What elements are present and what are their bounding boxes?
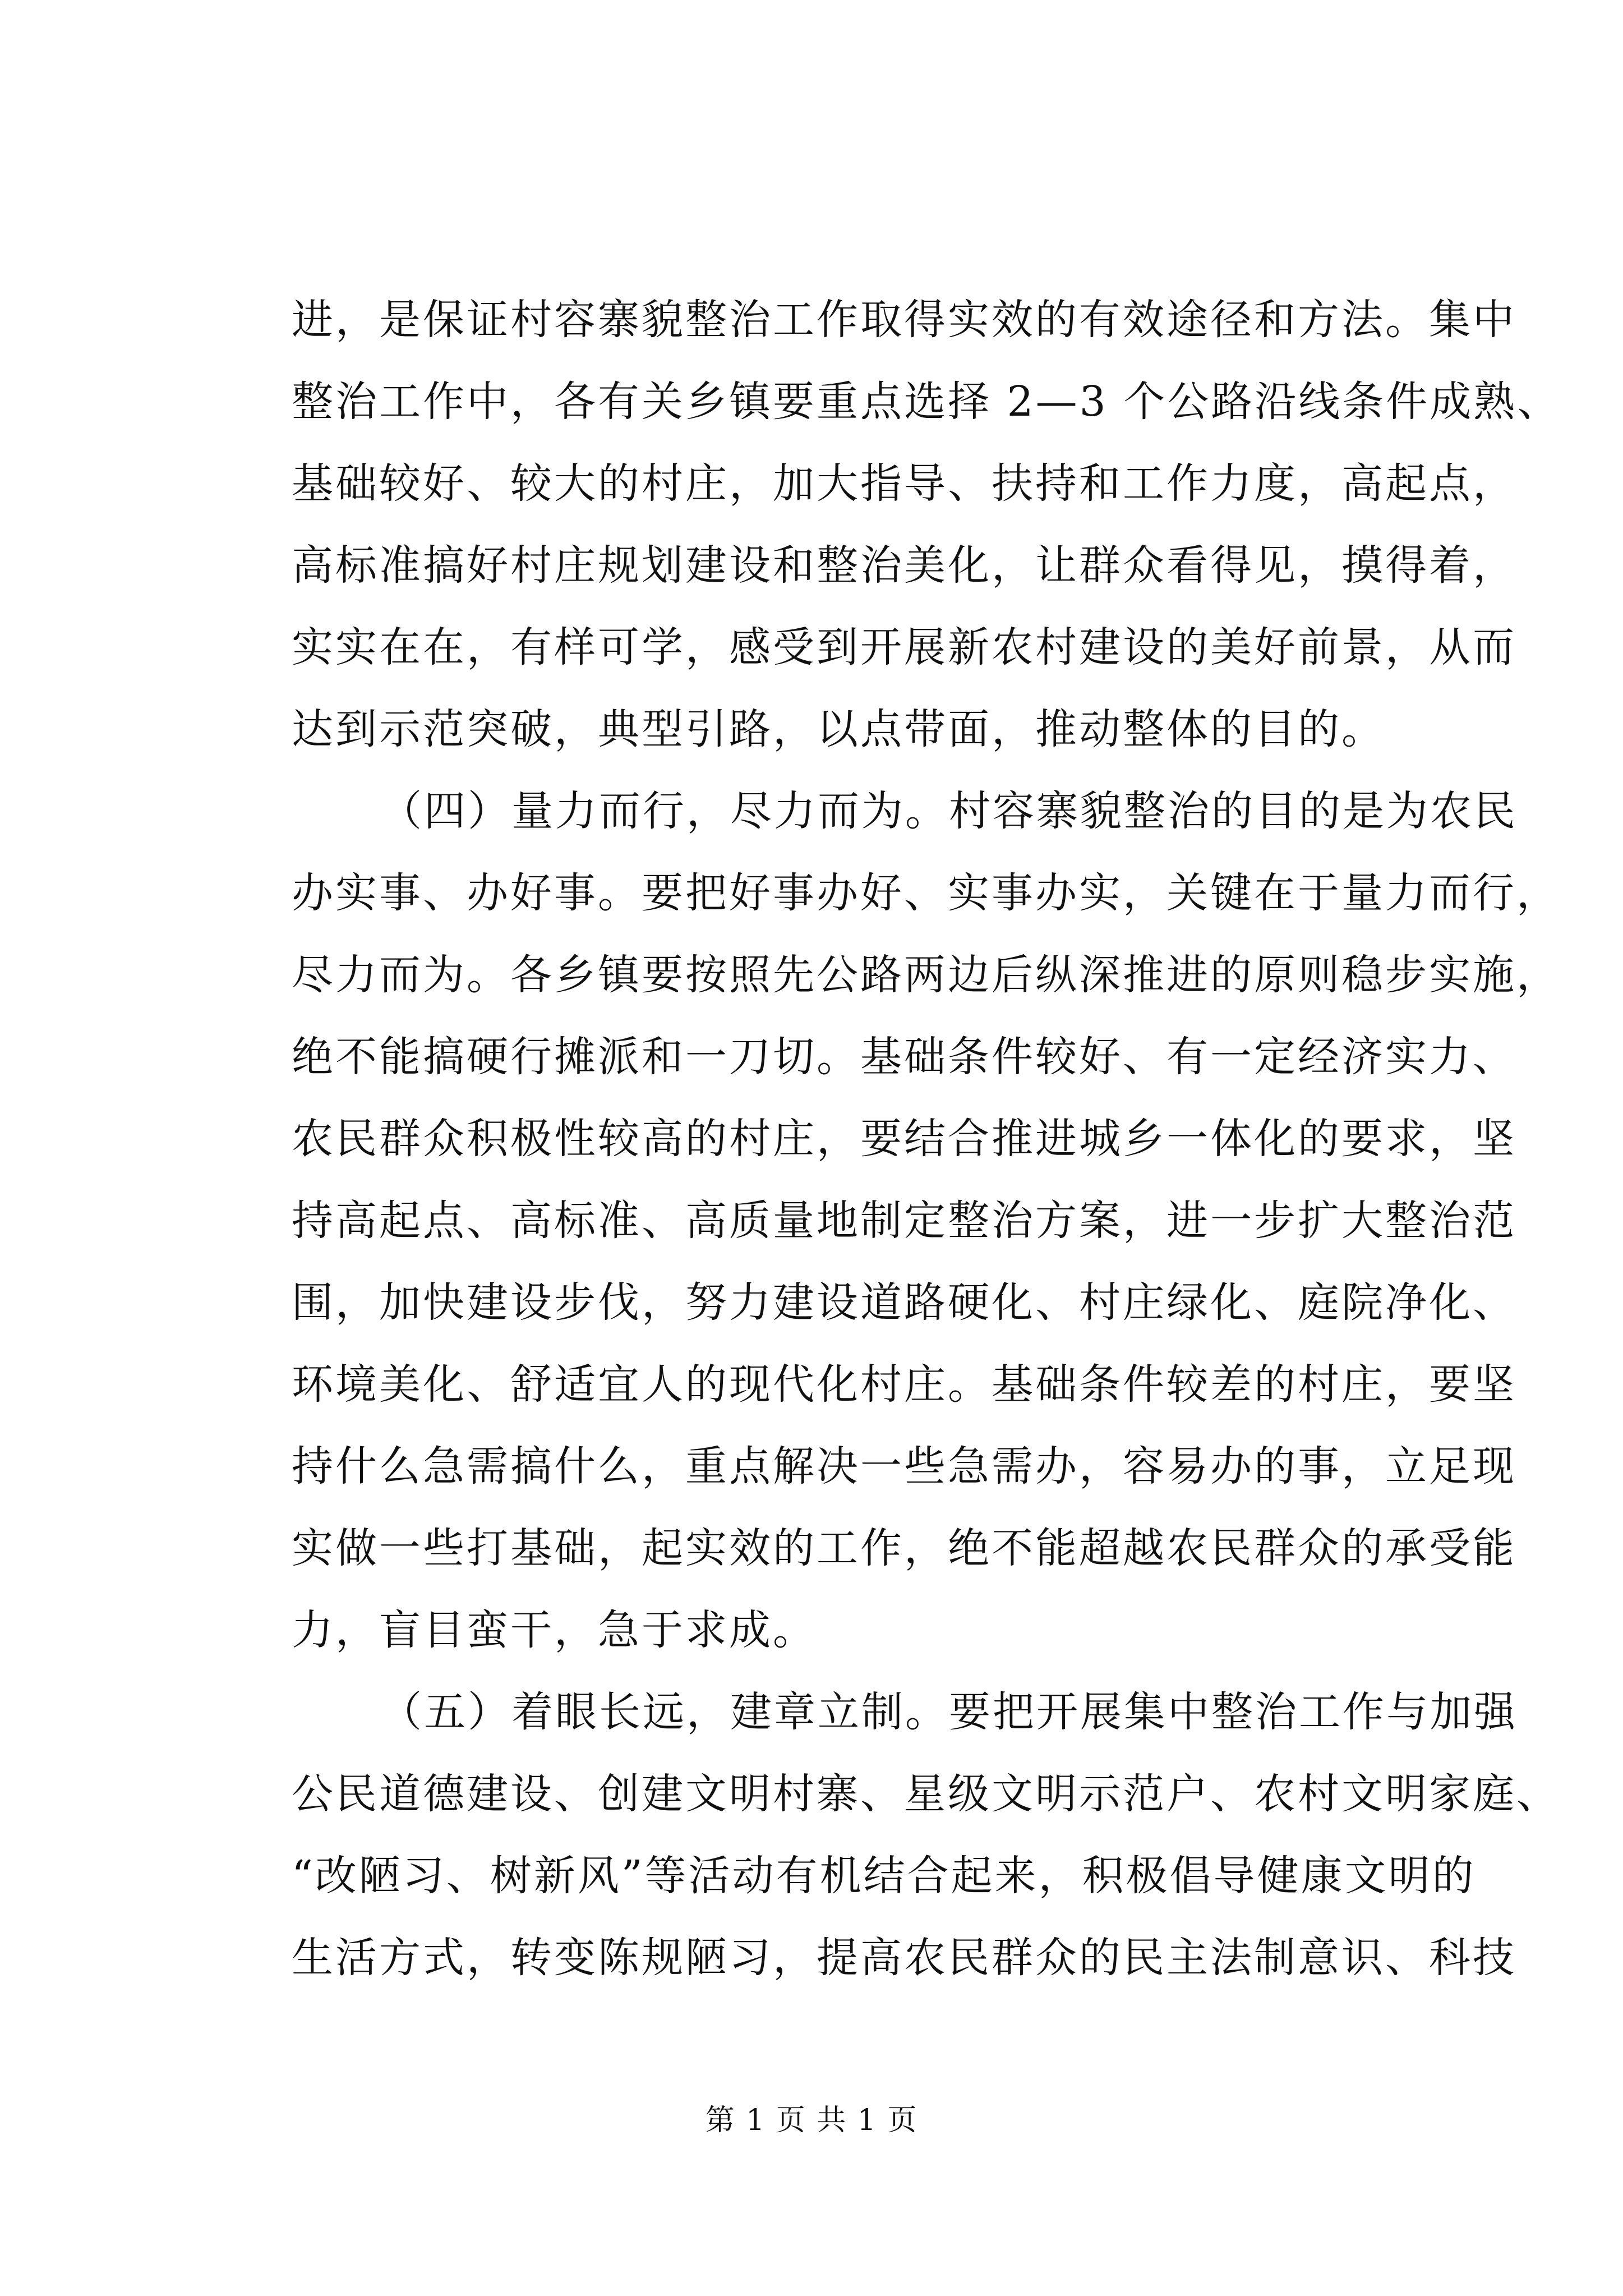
- text-line: 整治工作中，各有关乡镇要重点选择 2—3 个公路沿线条件成熟、: [292, 378, 1561, 426]
- text-line: 基础较好、较大的村庄，加大指导、扶持和工作力度，高起点，: [292, 459, 1516, 508]
- text-line: 持高起点、高标准、高质量地制定整治方案，进一步扩大整治范: [292, 1197, 1516, 1245]
- text-line: 尽力而为。各乡镇要按照先公路两边后纵深推进的原则稳步实施，: [292, 951, 1560, 999]
- text-line: 绝不能搞硬行摊派和一刀切。基础条件较好、有一定经济实力、: [292, 1033, 1516, 1081]
- text-line: 围，加快建设步伐，努力建设道路硬化、村庄绿化、庭院净化、: [292, 1278, 1516, 1327]
- text-line: 实实在在，有样可学，感受到开展新农村建设的美好前景，从而: [292, 623, 1516, 671]
- text-line: 生活方式，转变陈规陋习，提高农民群众的民主法制意识、科技: [292, 1934, 1516, 1982]
- text-line: 力，盲目蛮干，急于求成。: [292, 1606, 817, 1654]
- text-line: 实做一些打基础，起实效的工作，绝不能超越农民群众的承受能: [292, 1524, 1516, 1572]
- text-line: 持什么急需搞什么，重点解决一些急需办，容易办的事，立足现: [292, 1442, 1516, 1490]
- text-line: 公民道德建设、创建文明村寨、星级文明示范户、农村文明家庭、: [292, 1770, 1560, 1818]
- paragraph-start-line: （五）着眼长远，建章立制。要把开展集中整治工作与加强: [380, 1688, 1518, 1736]
- text-line: 环境美化、舒适宜人的现代化村庄。基础条件较差的村庄，要坚: [292, 1360, 1516, 1409]
- text-line: 办实事、办好事。要把好事办好、实事办实，关键在于量力而行，: [292, 869, 1560, 917]
- page-footer: 第 1 页 共 1 页: [705, 2104, 918, 2137]
- text-line: “改陋习、树新风”等活动有机结合起来，积极倡导健康文明的: [292, 1852, 1476, 1900]
- text-line: 农民群众积极性较高的村庄，要结合推进城乡一体化的要求，坚: [292, 1115, 1516, 1163]
- text-line: 进，是保证村容寨貌整治工作取得实效的有效途径和方法。集中: [292, 296, 1516, 344]
- text-line: 达到示范突破，典型引路，以点带面，推动整体的目的。: [292, 705, 1385, 753]
- text-line: 高标准搞好村庄规划建设和整治美化，让群众看得见，摸得着，: [292, 541, 1516, 590]
- paragraph-start-line: （四）量力而行，尽力而为。村容寨貌整治的目的是为农民: [380, 787, 1518, 835]
